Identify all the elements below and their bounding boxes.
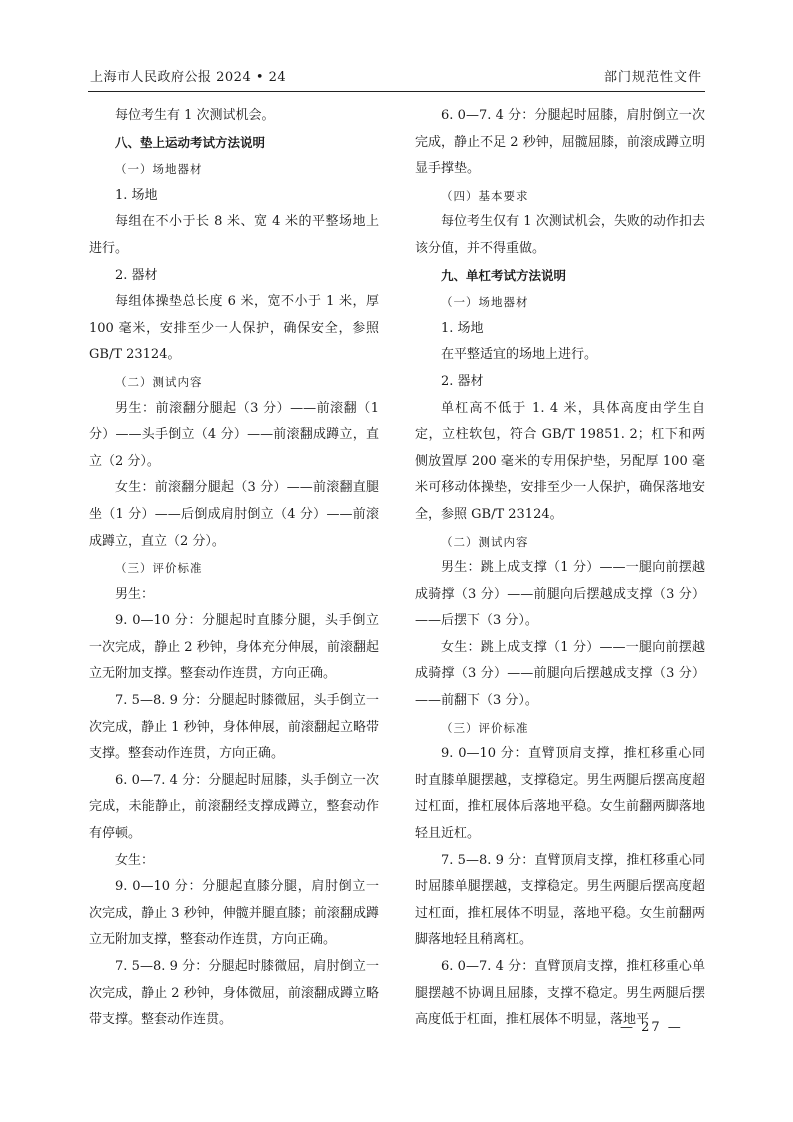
subsection-heading: （三）评价标准: [115, 561, 203, 576]
bulletin-title: 上海市人民政府公报 2024 • 24: [90, 70, 287, 85]
subsection-heading: （一）场地器材: [115, 162, 203, 177]
section-heading: 九、单杠考试方法说明: [441, 267, 567, 283]
paragraph: 在平整适宜的场地上进行。: [441, 347, 598, 363]
paragraph: 女生：跳上成支撑（1 分）——一腿向前摆越成骑撑（3 分）——前腿向后摆越成支撑（3 分）——前翻下（3 分）。: [415, 639, 705, 709]
paragraph: 9. 0—10 分：直臂顶肩支撑，推杠移重心同时直膝单腿摆越，支撑稳定。男生两腿后摆高度超过杠面，推杠展体后落地平稳。女生前翻两脚落地轻且近杠。: [415, 746, 705, 842]
section-heading: 八、垫上运动考试方法说明: [115, 134, 266, 150]
paragraph: 6. 0—7. 4 分：分腿起时屈膝，头手倒立一次完成，未能静止，前滚翻经支撑成蹲立，整套动作有停顿。: [89, 772, 379, 842]
paragraph: 女生：: [115, 852, 155, 868]
paragraph: 每位考生有 1 次测试机会。: [115, 108, 275, 123]
paragraph: 女生：前滚翻分腿起（3 分）——前滚翻直腿坐（1 分）——后倒成肩肘倒立（4 分）——前滚成蹲立，直立（2 分）。: [89, 480, 379, 549]
subsection-heading: （一）场地器材: [441, 295, 529, 310]
paragraph: 男生：前滚翻分腿起（3 分）——前滚翻（1 分）——头手倒立（4 分）——前滚翻成蹲立，直立（2 分）。: [89, 400, 379, 469]
paragraph: 男生：跳上成支撑（1 分）——一腿向前摆越成骑撑（3 分）——前腿向后摆越成支撑（3 分）——后摆下（3 分）。: [415, 560, 705, 629]
subsection-heading: （二）测试内容: [441, 534, 529, 549]
left-column: [89, 103, 379, 1034]
paragraph: 1. 场地: [115, 187, 158, 203]
subsection-heading: （四）基本要求: [441, 188, 529, 203]
paragraph: 6. 0—7. 4 分：分腿起时屈膝，肩肘倒立一次完成，静止不足 2 秒钟，屈髋屈膝，前滚成蹲立明显手撑垫。: [415, 108, 705, 177]
paragraph: 7. 5—8. 9 分：分腿起时膝微屈，肩肘倒立一次完成，静止 2 秒钟，身体微屈，前滚翻成蹲立略带支撑。整套动作连贯。: [89, 959, 379, 1028]
paragraph: 2. 器材: [115, 267, 158, 283]
paragraph: 每组在不小于长 8 米、宽 4 米的平整场地上进行。: [89, 214, 379, 256]
page-number: — 27 —: [620, 1020, 683, 1035]
paragraph: 男生：: [115, 586, 155, 602]
paragraph: 9. 0—10 分：分腿起直膝分腿，肩肘倒立一次完成，静止 3 秒钟，伸髋并腿直膝；前滚翻成蹲立无附加支撑，整套动作连贯，方向正确。: [89, 879, 379, 948]
right-column: [415, 103, 705, 1034]
paragraph: 每位考生仅有 1 次测试机会，失败的动作扣去该分值，并不得重做。: [415, 214, 705, 256]
paragraph: 6. 0—7. 4 分：直臂顶肩支撑，推杠移重心单腿摆越不协调且屈膝，支撑不稳定。男生两腿后摆高度低于杠面，推杠展体不明显，落地平: [415, 959, 705, 1028]
subsection-heading: （三）评价标准: [441, 720, 529, 735]
paragraph: 1. 场地: [441, 320, 484, 336]
paragraph: 每组体操垫总长度 6 米，宽不小于 1 米，厚 100 毫米，安排至少一人保护，确保安全，参照 GB/T 23124。: [89, 294, 379, 363]
paragraph: 单杠高不低于 1. 4 米，具体高度由学生自定，立柱软包，符合 GB/T 19851. 2；杠下和两侧放置厚 200 毫米的专用保护垫，另配厚 100 毫米可移动体操垫，安排至少一人保护，确保落地安全，参照 GB/T 23124。: [415, 400, 705, 522]
header-divider: [88, 91, 705, 92]
paragraph: 7. 5—8. 9 分：直臂顶肩支撑，推杠移重心同时屈膝单腿摆越，支撑稳定。男生两腿后摆高度超过杠面，推杠展体不明显，落地平稳。女生前翻两脚落地轻且稍离杠。: [415, 852, 705, 948]
paragraph: 9. 0—10 分：分腿起时直膝分腿，头手倒立一次完成，静止 2 秒钟，身体充分伸展，前滚翻起立无附加支撑。整套动作连贯，方向正确。: [89, 613, 379, 682]
paragraph: 2. 器材: [441, 373, 484, 389]
paragraph: 7. 5—8. 9 分：分腿起时膝微屈，头手倒立一次完成，静止 1 秒钟，身体伸展，前滚翻起立略带支撑。整套动作连贯，方向正确。: [89, 693, 379, 762]
subsection-heading: （二）测试内容: [115, 374, 203, 389]
section-label: 部门规范性文件: [603, 70, 702, 85]
